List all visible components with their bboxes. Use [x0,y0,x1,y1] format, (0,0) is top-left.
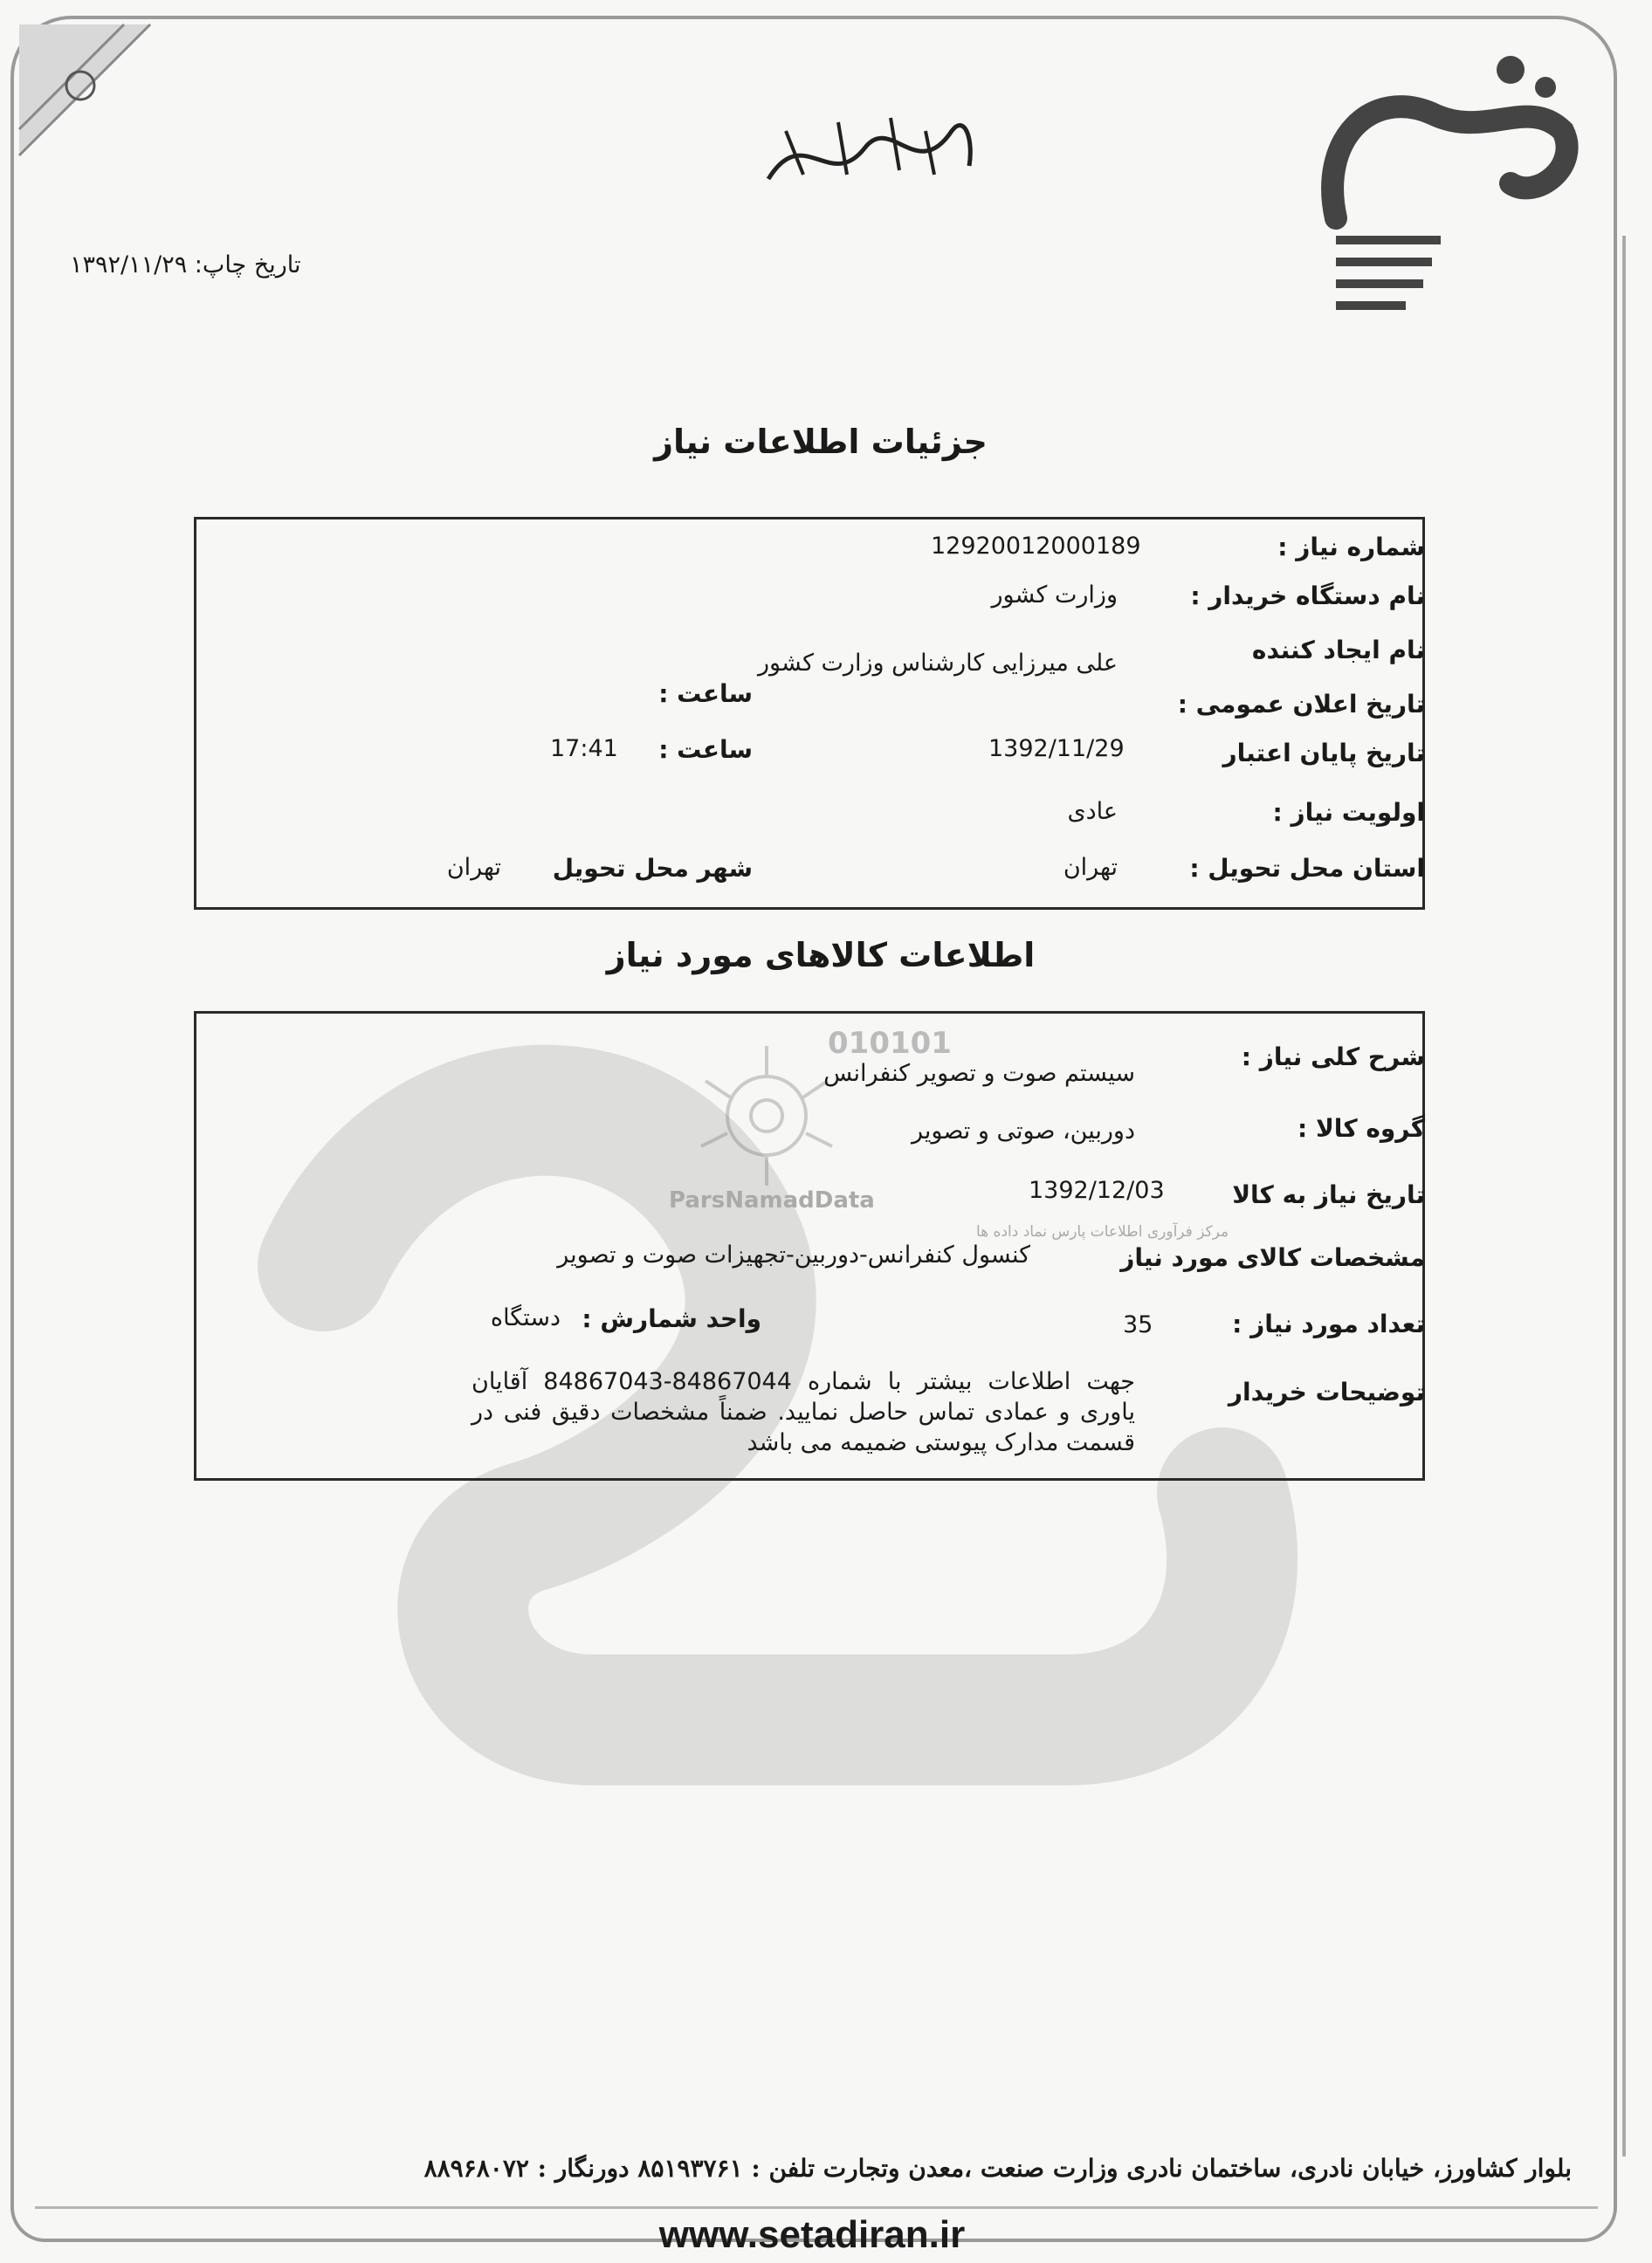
announce-time-label: ساعت : [658,679,753,708]
expiry-label: تاریخ پایان اعتبار [1222,739,1425,767]
province-value: تهران [1063,854,1118,881]
creator-label: نام ایجاد کننده [1251,636,1425,664]
watermark-digits: 010101 [828,1026,952,1061]
footer-divider [35,2206,1598,2209]
province-label: استان محل تحویل : [1189,854,1425,883]
footer-address: بلوار کشاورز، خیابان نادری، ساختمان نادری وزارت صنعت ،معدن وتجارت تلفن : ۸۵۱۹۳۷۶۱ دورنگار : ۸۸۹۶۸۰۷۲ [423,2154,1572,2183]
group-value: دوربین، صوتی و تصویر [912,1118,1135,1145]
buyer-label: نام دستگاه خریدار : [1190,581,1425,610]
notes-label: توضیحات خریدار [1228,1378,1425,1407]
desc-label: شرح کلی نیاز : [1241,1042,1425,1071]
creator-value: علی میرزایی کارشناس وزارت کشور [758,650,1118,677]
footer-url[interactable]: www.setadiran.ir [658,2213,966,2256]
priority-label: اولویت نیاز : [1272,798,1425,827]
details-title: جزئیات اطلاعات نیاز [654,423,988,461]
need-number: 12920012000189 [931,533,1141,560]
specs-label: مشخصات کالای مورد نیاز [1120,1243,1425,1272]
group-label: گروه کالا : [1298,1114,1425,1143]
unit-label: واحد شمارش : [582,1304,761,1333]
qty-label: تعداد مورد نیاز : [1232,1310,1425,1338]
basmala-calligraphy [751,96,987,201]
expiry-time-label: ساعت : [658,735,753,764]
setad-logo-icon [1301,35,1589,332]
city-label: شهر محل تحویل [552,854,753,883]
specs-value: کنسول کنفرانس-دوربین-تجهیزات صوت و تصویر [557,1242,1030,1269]
expiry-time: 17:41 [550,735,618,762]
city-value: تهران [446,854,501,881]
unit-value: دستگاه [490,1304,561,1331]
need-date: 1392/12/03 [1029,1177,1165,1204]
expiry-date: 1392/11/29 [988,735,1125,762]
announce-label: تاریخ اعلان عمومی : [1177,690,1425,719]
need-date-label: تاریخ نیاز به کالا [1232,1180,1425,1209]
desc-value: سیستم صوت و تصویر کنفرانس [823,1060,1135,1087]
frame-side-line [1622,236,1626,2156]
print-date: تاریخ چاپ: ۱۳۹۲/۱۱/۲۹ [70,251,301,279]
qty-value: 35 [1123,1311,1153,1338]
watermark-brand: ParsNamadData [669,1187,875,1214]
need-number-label: شماره نیاز : [1277,533,1425,561]
goods-title: اطلاعات کالاهای مورد نیاز [606,936,1036,974]
priority-value: عادی [1067,798,1118,825]
watermark-tagline: مرکز فرآوری اطلاعات پارس نماد داده ها [976,1223,1229,1241]
buyer-value: وزارت کشور [991,581,1118,609]
notes-value: جهت اطلاعات بیشتر با شماره 84867044-84867043 آقایان یاوری و عمادی تماس حاصل نمایید. ضمناً مشخصات دقیق فنی در قسمت مدارک پیوستی ضمیمه می باشد [472,1368,1135,1456]
iran-emblem-icon [19,24,150,155]
